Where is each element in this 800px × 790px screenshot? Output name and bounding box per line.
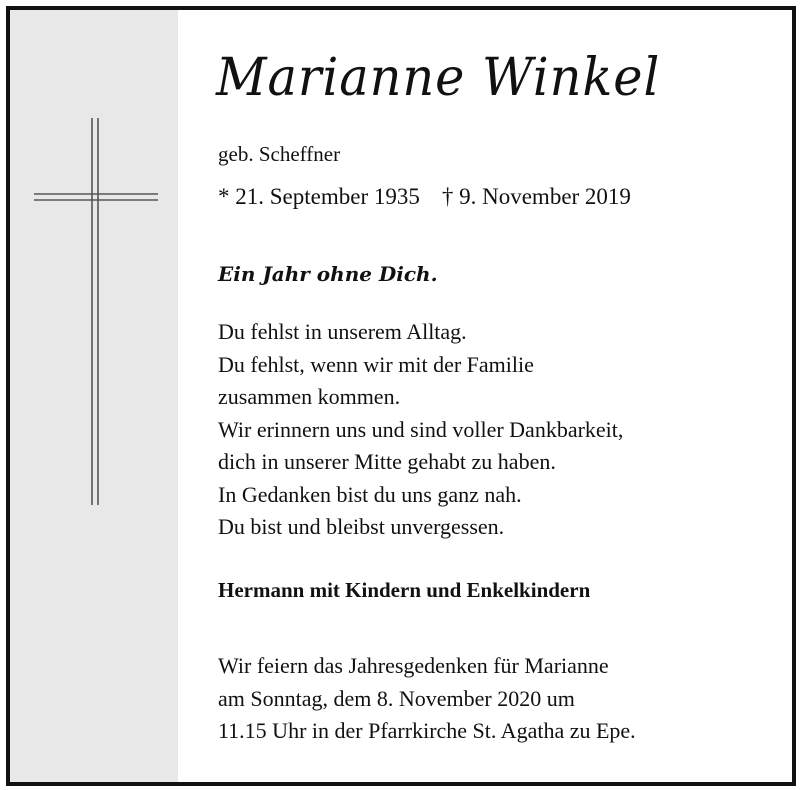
motto: Ein Jahr ohne Dich. <box>218 262 438 286</box>
deceased-name: Marianne Winkel <box>216 48 661 108</box>
birth-name: geb. Scheffner <box>218 142 341 166</box>
cross-icon <box>10 10 178 510</box>
poem-line: dich in unserer Mitte gehabt zu haben. <box>218 449 556 474</box>
side-panel <box>10 10 178 782</box>
poem-line: In Gedanken bist du uns ganz nah. <box>218 481 522 507</box>
poem-line: Du fehlst, wenn wir mit der Familie <box>218 351 534 377</box>
death-date: † 9. November 2019 <box>441 184 631 209</box>
family-signature: Hermann mit Kindern und Enkelkindern <box>218 578 591 602</box>
service-line: 11.15 Uhr in der Pfarrkirche St. Agatha zu Epe. <box>218 718 636 743</box>
birth-date: * 21. September 1935 <box>218 184 420 209</box>
obituary-card <box>6 6 796 786</box>
service-line: Wir feiern das Jahresgedenken für Marianne <box>218 653 609 678</box>
poem-line: Wir erinnern uns und sind voller Dankbarkeit, <box>218 416 624 442</box>
poem-line: Du fehlst in unserem Alltag. <box>218 319 467 344</box>
poem-line: zusammen kommen. <box>218 384 401 409</box>
life-dates <box>218 184 631 210</box>
poem <box>218 316 623 544</box>
poem-line: Du bist und bleibst unvergessen. <box>218 514 505 539</box>
service-info <box>218 650 636 748</box>
service-line: am Sonntag, dem 8. November 2020 um <box>218 685 575 711</box>
